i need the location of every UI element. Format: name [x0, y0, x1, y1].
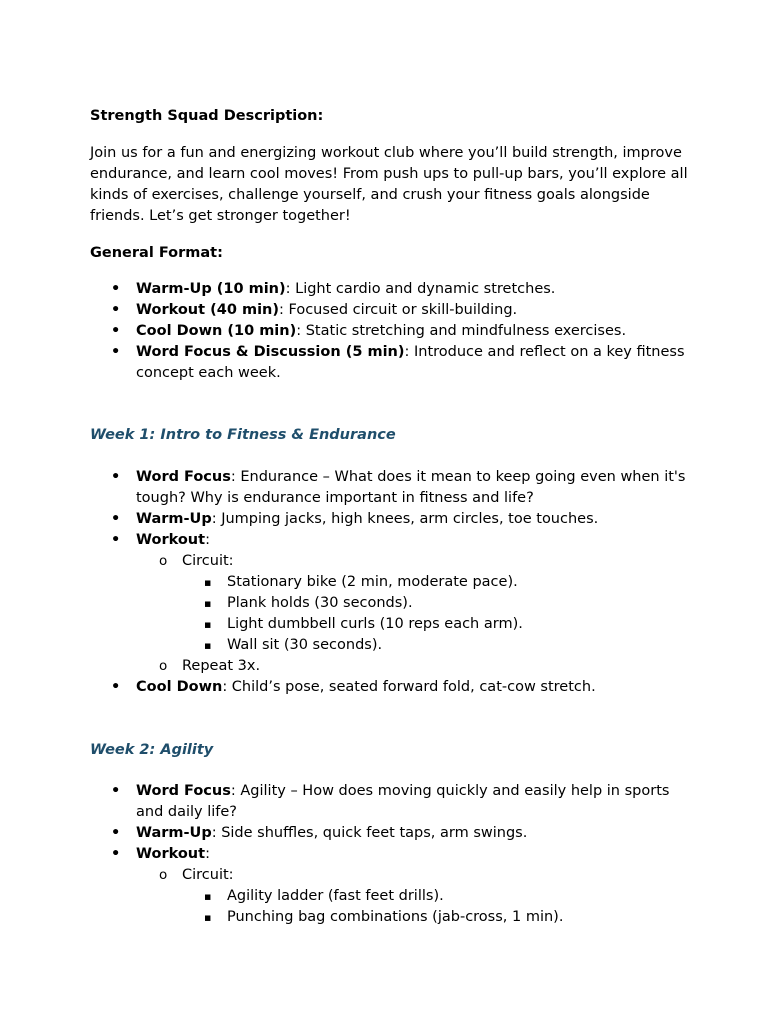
- week-2-list: [90, 781, 690, 928]
- item-label: Cool Down (10 min): [136, 323, 297, 339]
- description-text: Join us for a fun and energizing workout club where you’ll build strength, improve endurance, and learn cool moves! From push ups to pull-up bars, you’ll explore all kinds of exercises, challenge yourself, and crush your fitness goals alongside friends. Let’s get stronger together!: [90, 145, 688, 224]
- list-item: [90, 279, 690, 300]
- week-1-title: Week 1: Intro to Fitness & Endurance: [90, 427, 396, 443]
- item-text: : Agility – How does moving quickly and easily help in sports and daily life?: [136, 783, 670, 820]
- list-item: [136, 865, 690, 928]
- item-label: Cool Down: [136, 679, 223, 695]
- list-item: [136, 551, 690, 656]
- list-item: [90, 530, 690, 677]
- item-text: :: [205, 532, 210, 548]
- document-content: [90, 106, 690, 928]
- list-item: o Repeat 3x.: [136, 656, 690, 677]
- list-item: [90, 509, 690, 530]
- list-item: ▪ Light dumbbell curls (10 reps each arm).: [182, 614, 690, 635]
- week-1-list: [90, 467, 690, 698]
- list-item: [90, 300, 690, 321]
- list-item: [90, 677, 690, 698]
- item-text: : Light cardio and dynamic stretches.: [285, 281, 556, 297]
- general-format-list: [90, 279, 690, 384]
- item-label: Workout: [136, 532, 206, 548]
- general-format-title: General Format:: [90, 245, 223, 261]
- item-text: :: [205, 846, 210, 862]
- list-item: [90, 342, 690, 384]
- item-label: Warm-Up (10 min): [136, 281, 286, 297]
- item-label: Workout: [136, 846, 206, 862]
- circuit-list: [182, 572, 690, 656]
- list-item: ▪ Wall sit (30 seconds).: [182, 635, 690, 656]
- list-item: [90, 321, 690, 342]
- item-label: Warm-Up: [136, 511, 212, 527]
- item-text: : Focused circuit or skill-building.: [279, 302, 518, 318]
- item-text: : Jumping jacks, high knees, arm circles, toe touches.: [211, 511, 599, 527]
- workout-sublist: [136, 551, 690, 677]
- item-text: : Child’s pose, seated forward fold, cat-cow stretch.: [222, 679, 596, 695]
- item-text: : Introduce and reflect on a key fitness concept each week.: [136, 344, 685, 381]
- list-item: [90, 467, 690, 509]
- item-text: : Static stretching and mindfulness exercises.: [296, 323, 627, 339]
- list-item: [90, 844, 690, 928]
- item-label: Workout (40 min): [136, 302, 279, 318]
- list-item: ▪ Agility ladder (fast feet drills).: [182, 886, 690, 907]
- week-2-title: Week 2: Agility: [90, 742, 214, 758]
- item-label: Word Focus & Discussion (5 min): [136, 344, 405, 360]
- circuit-label: Circuit:: [182, 553, 234, 569]
- item-label: Word Focus: [136, 469, 231, 485]
- list-item: ▪ Punching bag combinations (jab-cross, 1 min).: [182, 907, 690, 928]
- circuit-list: [182, 886, 690, 928]
- workout-sublist: [136, 865, 690, 928]
- list-item: [90, 823, 690, 844]
- item-label: Word Focus: [136, 783, 231, 799]
- item-text: : Endurance – What does it mean to keep going even when it's tough? Why is endurance important in fitness and life?: [136, 469, 686, 506]
- item-label: Warm-Up: [136, 825, 212, 841]
- item-text: : Side shuffles, quick feet taps, arm swings.: [211, 825, 528, 841]
- list-item: ▪ Plank holds (30 seconds).: [182, 593, 690, 614]
- list-item: [90, 781, 690, 823]
- description-title: Strength Squad Description:: [90, 108, 324, 124]
- list-item: ▪ Stationary bike (2 min, moderate pace).: [182, 572, 690, 593]
- circuit-label: Circuit:: [182, 867, 234, 883]
